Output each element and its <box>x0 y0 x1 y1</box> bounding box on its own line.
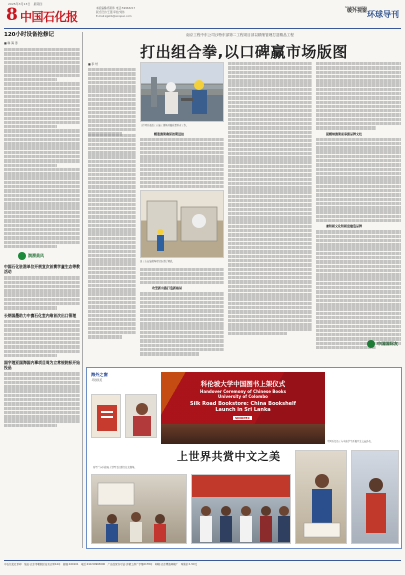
photo-caption: 工程项目部员工在施工现场开展质量检查工作。 <box>140 124 189 127</box>
article-column <box>140 268 224 356</box>
feature-logo-sub: ·环球纵览 <box>91 379 103 382</box>
article-subhead: 精准施策确保按期进站 <box>154 132 185 136</box>
feature-section <box>86 341 402 549</box>
workers-photo <box>140 62 224 122</box>
header-meta-line: 版式设计/王强 审校/刘伟 <box>96 11 125 14</box>
article-subhead: 兼积极文化积极宣建造品牌 <box>326 224 363 229</box>
ad-logo <box>18 252 80 260</box>
left-headline: 120小时设备抢修记 <box>4 32 54 38</box>
calligraphy-photo <box>295 450 347 544</box>
portrait-photo <box>351 450 399 544</box>
banner-line: Handover Ceremony of Chinese Books <box>200 389 286 394</box>
audience-band <box>161 424 325 444</box>
article-body <box>88 62 401 364</box>
article-subhead: 提精细施策前事源品牌支柱 <box>326 131 363 136</box>
article-title: 打出组合拳,以口碑赢市场版图 <box>140 43 348 61</box>
class-illustration <box>92 475 187 544</box>
column-tag-cn: 缓外视窗 <box>346 8 367 14</box>
feature-logo <box>91 372 108 382</box>
banner-title-en <box>161 401 325 413</box>
sponsor-badge: SINOPEC <box>235 416 250 420</box>
banner-line: Launch in Sri Lanka <box>215 407 271 413</box>
calligraphy-illustration <box>296 451 347 544</box>
left-subhead: 国字理亚国海国内事项目周为立常规院标开始投品 <box>4 360 80 371</box>
photo-caption: 员工在安装现场对设备进行调试。 <box>140 260 175 263</box>
article-column <box>88 134 136 340</box>
section-title: 环球导刊 <box>367 10 399 19</box>
article-column <box>88 62 136 137</box>
left-subhead: 中国石化驻港单位开展宣次首赛学童生态等教活动 <box>4 264 80 275</box>
article-column <box>140 132 224 189</box>
left-body-text <box>4 48 80 248</box>
banner-subtitle-en <box>161 389 325 399</box>
workers-illustration <box>141 63 224 122</box>
page-number: 8 <box>6 5 18 25</box>
left-byline: ■ 韩 海 涛 <box>4 41 18 45</box>
paper-name: 中国石化报 <box>20 10 78 24</box>
portrait-illustration <box>352 451 399 544</box>
column-tag-en: Global Insights <box>344 5 367 9</box>
article-kicker: 南京工程中东公司沙特东部第二工程项目部以精细管理打造精品工程 <box>186 33 294 37</box>
student-photo <box>125 394 157 438</box>
date-line: 2025年3月13日 星期四 <box>8 2 43 6</box>
left-column <box>4 32 80 548</box>
article-column <box>316 62 401 350</box>
ad-logo-text: 润滑美风 <box>28 253 44 259</box>
feature-caption: 斯里兰卡科伦坡大学图书馆赠书仪式现场。 <box>93 466 137 469</box>
banner-line: Silk Road Bookstore: China Bookshelf <box>190 401 296 407</box>
book-illustration <box>92 395 121 438</box>
banner-title-cn: 科伦坡大学中国图书上架仪式 <box>200 380 286 388</box>
article-byline: ■ 李 轩 <box>88 62 99 66</box>
student-illustration <box>126 395 157 438</box>
page-footer: 中石化报社承印 地址:北京市朝阳区安苑北里14号 邮编:100101 电话:010-59963000 广告经营许可证:京朝工商广字第0178号 印刷:北京博海印刷厂 零售价:1.50元 <box>4 560 401 570</box>
partner-logo-text: 中国国际友 <box>377 341 398 346</box>
banner-line: University of Colombo <box>218 394 268 399</box>
column-tag <box>337 5 367 13</box>
feature-logo-text: 海外之窗 <box>91 372 108 377</box>
header-meta-line: E-mail:zgshb@sinopec.com <box>96 15 132 18</box>
left-subhead: 长钢国墨助力中寰石化室内维首次出口管理 <box>4 312 77 318</box>
book-photo <box>91 394 121 438</box>
leaf-icon <box>18 252 26 260</box>
class-photo <box>91 474 187 544</box>
header-meta-line: 本版编辑/蒋朝华 电话:59963217 <box>96 7 136 10</box>
header-meta <box>96 7 135 19</box>
article-subhead: 攻坚新出路打造新格局 <box>152 286 183 291</box>
feature-caption: 中国石化员工与当地学生开展中文交流活动。 <box>327 440 373 443</box>
feature-brush-title: 上世界共赏中文之美 <box>177 450 281 463</box>
article-column <box>228 62 312 336</box>
partner-emblem-icon <box>367 340 375 348</box>
masthead-bar <box>4 3 401 29</box>
feature-partner-logo <box>367 340 398 348</box>
group-photo <box>191 474 291 544</box>
equipment-illustration <box>141 191 224 258</box>
group-illustration <box>192 475 291 544</box>
column-divider <box>82 32 83 548</box>
equipment-photo <box>140 190 224 258</box>
ceremony-banner-photo <box>161 372 325 444</box>
